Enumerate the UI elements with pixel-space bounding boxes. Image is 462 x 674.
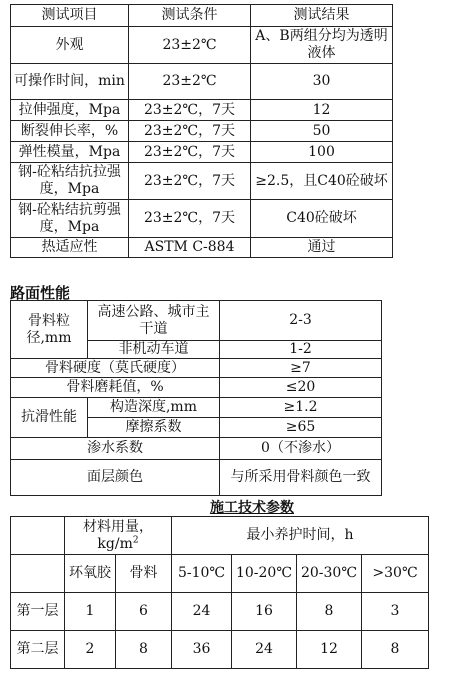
table-row: [11, 301, 382, 341]
highway-value: 2-3: [220, 301, 382, 341]
test-results-table: [10, 4, 393, 258]
table-header-row: [11, 555, 429, 593]
texture-label: 构造深度,mm: [88, 398, 220, 418]
color-label: 面层颜色: [11, 460, 220, 496]
table-row: [11, 438, 382, 460]
table-cell: A、B两组分均为透明液体: [251, 27, 393, 64]
table-row: [11, 121, 393, 142]
material-unit-superscript: 2: [132, 534, 139, 545]
wear-label: 骨料磨耗值，%: [11, 378, 220, 398]
table-cell: 23±2℃，7天: [129, 142, 251, 163]
seepage-label: 渗水系数: [11, 438, 220, 460]
table-cell: 通过: [251, 238, 393, 258]
table-cell: 拉伸强度，Mpa: [11, 100, 129, 121]
table-cell: 12: [297, 631, 362, 669]
table-cell: 1: [65, 593, 116, 631]
table-cell: 24: [172, 593, 232, 631]
texture-value: ≥1.2: [220, 398, 382, 418]
table-row: [11, 200, 393, 238]
table-cell: ≥2.5，且C40砼破坏: [251, 163, 393, 200]
nonmotor-label: 非机动车道: [88, 341, 220, 359]
table-cell: 36: [172, 631, 232, 669]
table-cell: 8: [297, 593, 362, 631]
seepage-value: 0（不渗水）: [220, 438, 382, 460]
hardness-label: 骨料硬度（莫氏硬度）: [11, 359, 220, 378]
friction-label: 摩擦系数: [88, 418, 220, 438]
table-cell: 弹性模量，Mpa: [11, 142, 129, 163]
table-row: [11, 142, 393, 163]
sub-header-cell: >30℃: [362, 555, 429, 593]
sub-header-cell: 环氧胶: [65, 555, 116, 593]
table-header-row: [11, 517, 429, 555]
table-cell: 23±2℃，7天: [129, 100, 251, 121]
section-title-construction: 施工技术参数: [210, 500, 294, 516]
table-cell: 2: [65, 631, 116, 669]
header-cell: 测试条件: [129, 5, 251, 27]
wear-value: ≤20: [220, 378, 382, 398]
table-cell: 钢-砼粘结抗剪强度，Mpa: [11, 200, 129, 238]
table-row: [11, 378, 382, 398]
table-row: [11, 238, 393, 258]
highway-label: 高速公路、城市主干道: [88, 301, 220, 341]
section-title-road: 路面性能: [10, 284, 71, 302]
table-cell: 30: [251, 64, 393, 100]
table-cell: 16: [232, 593, 297, 631]
nonmotor-value: 1-2: [220, 341, 382, 359]
table-row: [11, 27, 393, 64]
table-cell: 23±2℃，7天: [129, 163, 251, 200]
table-header-row: [11, 5, 393, 27]
aggregate-size-label: 骨料粒径,mm: [11, 301, 88, 359]
table-cell: 23±2℃，7天: [129, 121, 251, 142]
table-cell: 12: [251, 100, 393, 121]
hardness-value: ≥7: [220, 359, 382, 378]
table-cell: 钢-砼粘结抗拉强度，Mpa: [11, 163, 129, 200]
table-row: [11, 460, 382, 496]
table-cell: 23±2℃，7天: [129, 200, 251, 238]
table-cell: 断裂伸长率，%: [11, 121, 129, 142]
header-cell: 测试项目: [11, 5, 129, 27]
table-cell: C40砼破坏: [251, 200, 393, 238]
table-row: [11, 163, 393, 200]
table-row: [11, 359, 382, 378]
header-cell: 测试结果: [251, 5, 393, 27]
table-row: [11, 631, 429, 669]
color-value: 与所采用骨料颜色一致: [220, 460, 382, 496]
material-usage-header: [65, 517, 172, 555]
friction-value: ≥65: [220, 418, 382, 438]
blank-cell: [11, 517, 65, 555]
table-cell: 24: [232, 631, 297, 669]
cure-time-header: 最小养护时间，h: [172, 517, 429, 555]
table-row: [11, 64, 393, 100]
table-cell: 8: [362, 631, 429, 669]
table-cell: 6: [116, 593, 172, 631]
sub-header-cell: 骨料: [116, 555, 172, 593]
table-cell: 8: [116, 631, 172, 669]
table-cell: 可操作时间，min: [11, 64, 129, 100]
table-cell: 热适应性: [11, 238, 129, 258]
table-cell: 23±2℃: [129, 64, 251, 100]
table-cell: ASTM C-884: [129, 238, 251, 258]
table-cell: 100: [251, 142, 393, 163]
table-cell: 50: [251, 121, 393, 142]
material-label: 材料用量，: [83, 518, 153, 535]
table-cell: 3: [362, 593, 429, 631]
table-cell: 23±2℃: [129, 27, 251, 64]
table-row: [11, 593, 429, 631]
sub-header-cell: 10-20℃: [232, 555, 297, 593]
table-cell: 外观: [11, 27, 129, 64]
construction-params-table: [10, 516, 429, 669]
sub-header-cell: 20-30℃: [297, 555, 362, 593]
blank-cell: [11, 555, 65, 593]
layer-label: 第一层: [11, 593, 65, 631]
table-row: [11, 398, 382, 418]
skid-label: 抗滑性能: [11, 398, 88, 438]
table-row: [11, 100, 393, 121]
material-unit: kg/m: [97, 535, 133, 552]
sub-header-cell: 5-10℃: [172, 555, 232, 593]
layer-label: 第二层: [11, 631, 65, 669]
road-performance-table: [10, 300, 382, 496]
